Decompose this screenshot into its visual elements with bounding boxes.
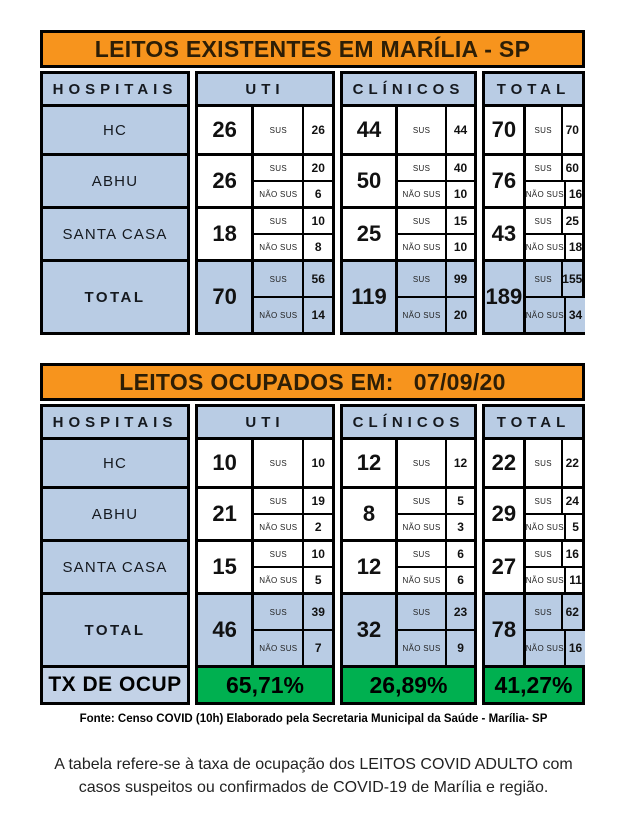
total-total-value: 70 — [485, 107, 526, 153]
nao-sus-value: 3 — [445, 515, 474, 539]
sus-label: SUS — [269, 163, 288, 173]
nao-sus-value: 16 — [564, 182, 585, 206]
nao-sus-label: NÃO SUS — [526, 298, 564, 332]
nao-sus-value: 10 — [445, 182, 474, 206]
total-group-cell — [482, 486, 585, 542]
nao-sus-label: NÃO SUS — [398, 631, 445, 665]
nao-sus-label: NÃO SUS — [525, 242, 564, 252]
clinicos-group-cell — [340, 486, 477, 542]
clinicos-total-value: 50 — [343, 156, 398, 206]
total-group-cell — [482, 539, 585, 595]
sus-label: SUS — [526, 595, 561, 629]
clinicos-total-value: 12 — [343, 542, 398, 592]
nao-sus-label: NÃO SUS — [254, 298, 302, 332]
sus-value: 12 — [445, 440, 474, 486]
clinicos-group-cell — [340, 206, 477, 262]
table-row — [40, 206, 585, 262]
table-row — [40, 153, 585, 209]
table-header-row — [40, 71, 585, 107]
nao-sus-value: 6 — [445, 568, 474, 592]
uti-total-value: 46 — [198, 595, 254, 665]
sus-label: SUS — [412, 125, 431, 135]
clinicos-total-value: 32 — [343, 595, 398, 665]
occupancy-rate-clinicos: 26,89% — [340, 665, 477, 705]
sus-value: 56 — [302, 262, 332, 296]
nao-sus-value: 20 — [445, 298, 474, 332]
clinicos-group-cell — [340, 153, 477, 209]
clinicos-total-value: 44 — [343, 107, 398, 153]
clinicos-total-value: 8 — [343, 489, 398, 539]
total-group-cell — [482, 153, 585, 209]
uti-total-value: 18 — [198, 209, 254, 259]
nao-sus-label: NÃO SUS — [402, 575, 441, 585]
nao-sus-label: NÃO SUS — [525, 189, 564, 199]
sus-label: SUS — [269, 216, 288, 226]
clinicos-total-value: 119 — [343, 262, 398, 332]
uti-total-value: 21 — [198, 489, 254, 539]
existing-beds-title: LEITOS EXISTENTES EM MARÍLIA - SP — [40, 30, 585, 68]
clinicos-group-cell — [340, 592, 477, 668]
sus-label: SUS — [412, 163, 431, 173]
nao-sus-label: NÃO SUS — [402, 189, 441, 199]
col-header-total: TOTAL — [482, 404, 585, 440]
sus-value: 99 — [445, 262, 474, 296]
source-note: Fonte: Censo COVID (10h) Elaborado pela Secretaria Municipal da Saúde - Marília- SP — [79, 713, 548, 725]
occupancy-rate-uti: 65,71% — [195, 665, 335, 705]
total-group-cell — [482, 437, 585, 489]
nao-sus-label: NÃO SUS — [525, 575, 564, 585]
occupied-beds-title: LEITOS OCUPADOS EM: 07/09/20 — [40, 363, 585, 401]
sus-label: SUS — [412, 496, 431, 506]
col-header-clinicos: CLÍNICOS — [340, 404, 477, 440]
total-group-cell — [482, 104, 585, 156]
total-total-value: 29 — [485, 489, 526, 539]
total-group-cell — [482, 259, 585, 335]
nao-sus-value: 10 — [445, 235, 474, 259]
col-header-uti: UTI — [195, 404, 335, 440]
sus-label: SUS — [412, 216, 431, 226]
uti-group-cell — [195, 592, 335, 668]
nao-sus-value: 5 — [564, 515, 585, 539]
total-group-cell — [482, 592, 585, 668]
sus-value: 6 — [445, 542, 474, 566]
hospital-name-cell: ABHU — [40, 153, 190, 209]
sus-value: 20 — [302, 156, 332, 180]
occupancy-rate-label: TX DE OCUP — [40, 665, 190, 705]
col-header-clinicos: CLÍNICOS — [340, 71, 477, 107]
description-note: A tabela refere-se à taxa de ocupação dos LEITOS COVID ADULTO com casos suspeitos ou confirmados de COVID-19 de Marília e região. — [54, 756, 573, 797]
clinicos-group-cell — [340, 539, 477, 595]
sus-value: 5 — [445, 489, 474, 513]
sus-value: 10 — [302, 440, 332, 486]
sus-label: SUS — [269, 458, 288, 468]
uti-group-cell — [195, 539, 335, 595]
hospital-name-cell: TOTAL — [40, 259, 190, 335]
uti-total-value: 70 — [198, 262, 254, 332]
uti-group-cell — [195, 153, 335, 209]
sus-value: 39 — [302, 595, 332, 629]
nao-sus-label: NÃO SUS — [402, 242, 441, 252]
total-total-value: 43 — [485, 209, 526, 259]
nao-sus-value: 34 — [564, 298, 585, 332]
sus-label: SUS — [526, 262, 561, 296]
sus-label: SUS — [534, 125, 552, 135]
total-total-value: 78 — [485, 595, 526, 665]
nao-sus-value: 16 — [564, 631, 585, 665]
hospital-name-cell: TOTAL — [40, 592, 190, 668]
sus-label: SUS — [412, 549, 431, 559]
nao-sus-value: 18 — [564, 235, 585, 259]
table-row-total — [40, 592, 585, 668]
hospital-name-cell: ABHU — [40, 486, 190, 542]
table-row — [40, 539, 585, 595]
sus-value: 10 — [302, 209, 332, 233]
nao-sus-value: 6 — [302, 182, 332, 206]
nao-sus-label: NÃO SUS — [402, 522, 441, 532]
table-row — [40, 486, 585, 542]
uti-group-cell — [195, 206, 335, 262]
sus-value: 40 — [445, 156, 474, 180]
uti-total-value: 10 — [198, 440, 254, 486]
total-total-value: 27 — [485, 542, 526, 592]
sus-label: SUS — [534, 216, 552, 226]
occupancy-rate-total: 41,27% — [482, 665, 585, 705]
clinicos-group-cell — [340, 104, 477, 156]
sus-value: 15 — [445, 209, 474, 233]
clinicos-group-cell — [340, 259, 477, 335]
nao-sus-label: NÃO SUS — [259, 189, 298, 199]
sus-value: 60 — [561, 156, 582, 180]
sus-label: SUS — [269, 125, 288, 135]
col-header-total: TOTAL — [482, 71, 585, 107]
sus-value: 26 — [302, 107, 332, 153]
nao-sus-label: NÃO SUS — [259, 575, 298, 585]
total-total-value: 76 — [485, 156, 526, 206]
sus-value: 70 — [561, 107, 582, 153]
sus-label: SUS — [398, 262, 445, 296]
sus-label: SUS — [269, 496, 288, 506]
sus-value: 23 — [445, 595, 474, 629]
sus-value: 22 — [561, 440, 582, 486]
uti-total-value: 15 — [198, 542, 254, 592]
uti-group-cell — [195, 259, 335, 335]
nao-sus-value: 2 — [302, 515, 332, 539]
sus-label: SUS — [254, 595, 302, 629]
table-header-row — [40, 404, 585, 440]
hospital-name-cell: SANTA CASA — [40, 206, 190, 262]
uti-total-value: 26 — [198, 156, 254, 206]
uti-group-cell — [195, 486, 335, 542]
sus-label: SUS — [412, 458, 431, 468]
nao-sus-value: 7 — [302, 631, 332, 665]
nao-sus-label: NÃO SUS — [525, 522, 564, 532]
total-group-cell — [482, 206, 585, 262]
clinicos-total-value: 12 — [343, 440, 398, 486]
uti-group-cell — [195, 437, 335, 489]
table-leitos-existentes — [40, 0, 585, 335]
nao-sus-value: 5 — [302, 568, 332, 592]
nao-sus-value: 14 — [302, 298, 332, 332]
uti-total-value: 26 — [198, 107, 254, 153]
nao-sus-label: NÃO SUS — [398, 298, 445, 332]
sus-value: 10 — [302, 542, 332, 566]
sus-label: SUS — [534, 549, 552, 559]
hospital-name-cell: HC — [40, 104, 190, 156]
nao-sus-label: NÃO SUS — [526, 631, 564, 665]
sus-label: SUS — [269, 549, 288, 559]
table-row — [40, 104, 585, 156]
uti-group-cell — [195, 104, 335, 156]
sus-value: 19 — [302, 489, 332, 513]
table-leitos-ocupados — [40, 363, 585, 705]
sus-label: SUS — [534, 458, 552, 468]
sus-label: SUS — [398, 595, 445, 629]
nao-sus-label: NÃO SUS — [254, 631, 302, 665]
sus-value: 44 — [445, 107, 474, 153]
table-row-total — [40, 259, 585, 335]
nao-sus-label: NÃO SUS — [259, 522, 298, 532]
hospital-name-cell: SANTA CASA — [40, 539, 190, 595]
sus-value: 62 — [561, 595, 582, 629]
nao-sus-value: 11 — [564, 568, 585, 592]
sus-value: 24 — [561, 489, 582, 513]
sus-value: 25 — [561, 209, 582, 233]
hospital-name-cell: HC — [40, 437, 190, 489]
col-header-hospitais: HOSPITAIS — [40, 71, 190, 107]
nao-sus-value: 9 — [445, 631, 474, 665]
table-row — [40, 437, 585, 489]
col-header-hospitais: HOSPITAIS — [40, 404, 190, 440]
occupancy-rate-row — [40, 665, 585, 705]
clinicos-group-cell — [340, 437, 477, 489]
sus-label: SUS — [534, 163, 552, 173]
sus-value: 16 — [561, 542, 582, 566]
nao-sus-label: NÃO SUS — [259, 242, 298, 252]
sus-label: SUS — [254, 262, 302, 296]
nao-sus-value: 8 — [302, 235, 332, 259]
col-header-uti: UTI — [195, 71, 335, 107]
clinicos-total-value: 25 — [343, 209, 398, 259]
total-total-value: 22 — [485, 440, 526, 486]
sus-value: 155 — [561, 262, 582, 296]
total-total-value: 189 — [485, 262, 526, 332]
sus-label: SUS — [534, 496, 552, 506]
